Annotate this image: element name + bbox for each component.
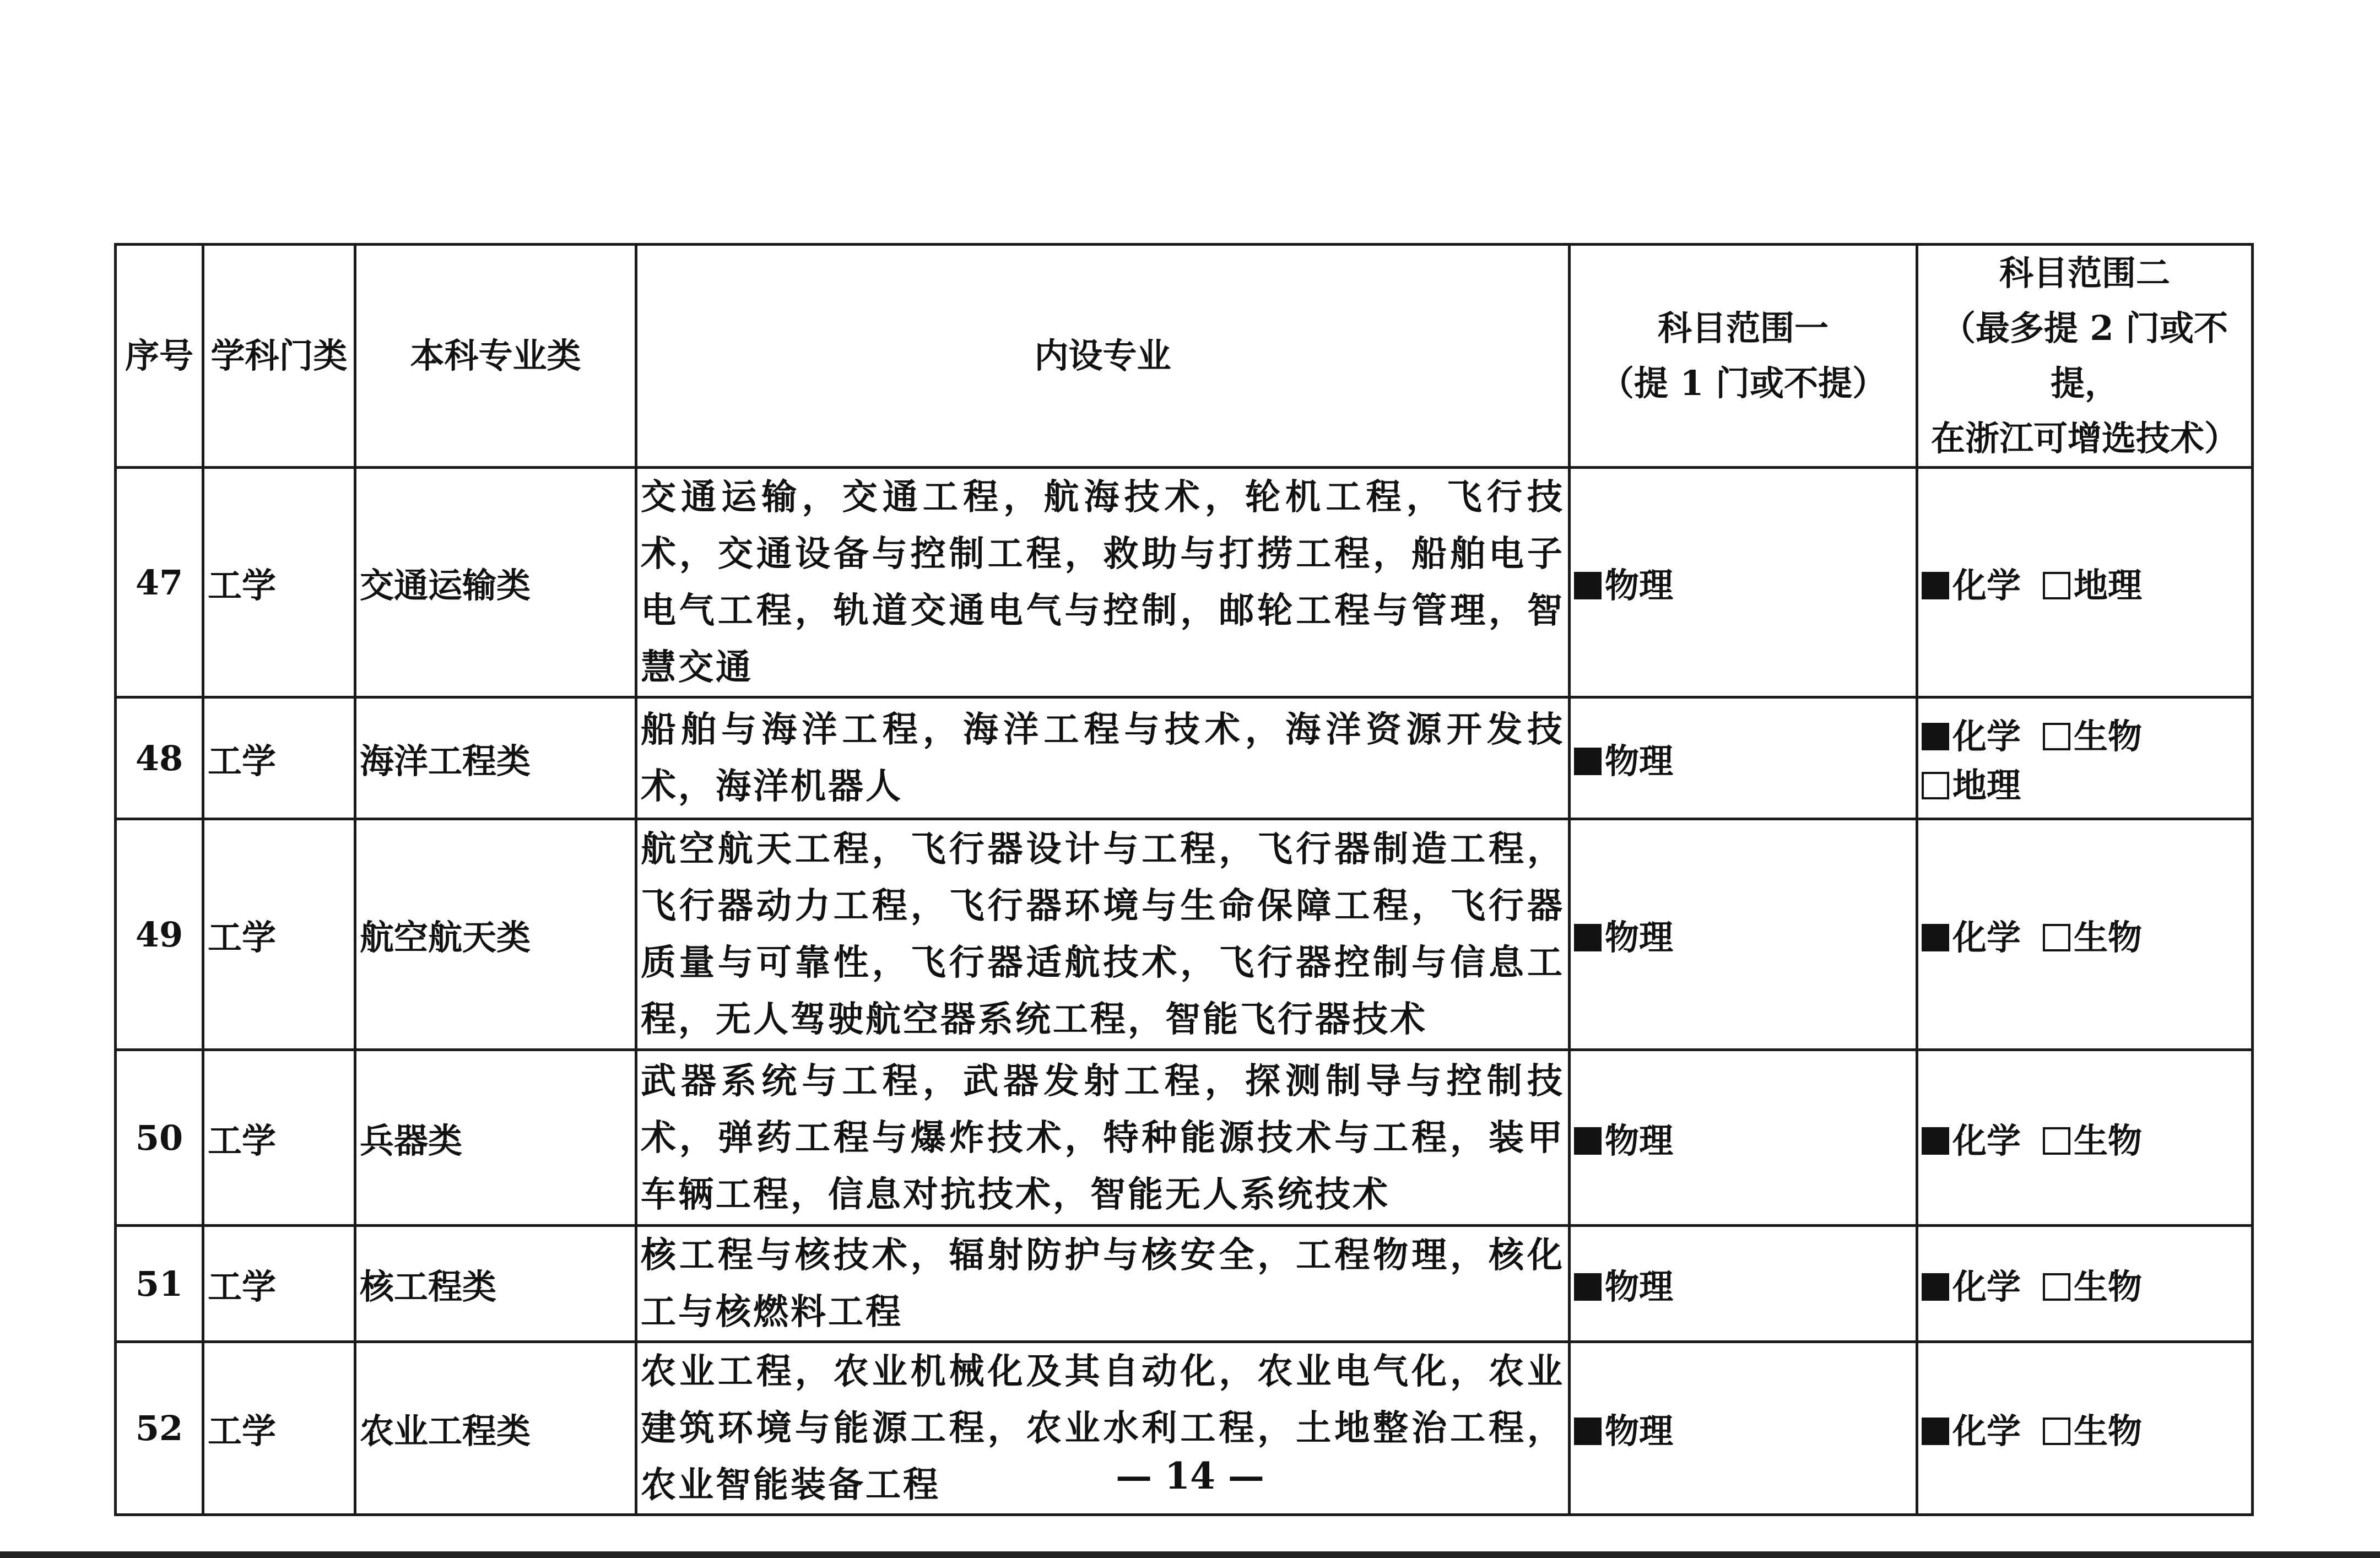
row-number: 51 xyxy=(116,1226,203,1342)
subject-label: 生物 xyxy=(2074,1266,2143,1307)
subject-label: 物理 xyxy=(1605,917,1674,957)
category-cell: 核工程类 xyxy=(355,1226,636,1342)
range2-cell xyxy=(1917,1226,2253,1342)
header-discipline: 学科门类 xyxy=(203,245,355,468)
subject-label: 生物 xyxy=(2074,917,2143,957)
table-row xyxy=(116,468,2253,697)
subject-label: 化学 xyxy=(1952,1266,2021,1307)
checked-box-icon xyxy=(1574,748,1602,775)
subject-label: 化学 xyxy=(1952,716,2021,756)
range1-cell xyxy=(1570,819,1917,1050)
discipline-cell: 工学 xyxy=(203,1342,355,1515)
subject-option xyxy=(1922,917,2021,957)
category-cell: 航空航天类 xyxy=(355,819,636,1050)
header-range1-line2: （提 1 门或不提） xyxy=(1599,363,1887,403)
checked-box-icon xyxy=(1574,1127,1602,1155)
checked-box-icon xyxy=(1574,1273,1602,1301)
table-row xyxy=(116,819,2253,1050)
subject-label: 物理 xyxy=(1605,740,1674,781)
table-row xyxy=(116,697,2253,819)
subject-label: 地理 xyxy=(1952,765,2021,805)
subject-label: 化学 xyxy=(1952,565,2021,605)
subject-option xyxy=(1922,1267,2021,1307)
subject-label: 物理 xyxy=(1605,1266,1674,1307)
range2-cell xyxy=(1917,697,2253,819)
subject-option xyxy=(2043,1121,2142,1161)
discipline-cell: 工学 xyxy=(203,819,355,1050)
category-cell: 海洋工程类 xyxy=(355,697,636,819)
subject-label: 化学 xyxy=(1952,1411,2021,1451)
checked-box-icon xyxy=(1922,924,1949,951)
unchecked-box-icon xyxy=(2043,572,2070,599)
subject-option xyxy=(2043,1411,2142,1451)
subject-option xyxy=(1574,741,1673,781)
table-row xyxy=(116,1226,2253,1342)
header-range2-line2: （最多提 2 门或不提， xyxy=(1941,308,2228,403)
subject-label: 化学 xyxy=(1952,1120,2021,1161)
header-range1 xyxy=(1570,245,1917,468)
unchecked-box-icon xyxy=(2043,723,2070,750)
checked-box-icon xyxy=(1574,1418,1602,1445)
header-majors: 内设专业 xyxy=(636,245,1570,468)
checked-box-icon xyxy=(1922,1127,1949,1155)
subject-option xyxy=(1574,1267,1673,1307)
row-number: 48 xyxy=(116,697,203,819)
subject-option xyxy=(1574,917,1673,957)
subject-option xyxy=(1922,1121,2021,1161)
row-number: 47 xyxy=(116,468,203,697)
scan-edge xyxy=(0,1551,2380,1558)
subject-label: 生物 xyxy=(2074,716,2143,756)
subject-option xyxy=(2043,917,2142,957)
discipline-cell: 工学 xyxy=(203,697,355,819)
unchecked-box-icon xyxy=(2043,1418,2070,1445)
subject-option xyxy=(1574,1121,1673,1161)
header-no: 序号 xyxy=(116,245,203,468)
discipline-cell: 工学 xyxy=(203,1226,355,1342)
header-range2-line3: 在浙江可增选技术） xyxy=(1930,418,2238,458)
checked-box-icon xyxy=(1922,723,1949,750)
range1-cell xyxy=(1570,1050,1917,1226)
header-range1-line1: 科目范围一 xyxy=(1657,308,1829,348)
subject-option xyxy=(2043,565,2142,605)
majors-cell: 交通运输，交通工程，航海技术，轮机工程，飞行技术，交通设备与控制工程，救助与打捞工程，船舶电子电气工程，轨道交通电气与控制，邮轮工程与管理，智慧交通 xyxy=(636,468,1570,697)
subject-option xyxy=(1922,565,2021,605)
subject-label: 物理 xyxy=(1605,1411,1674,1451)
unchecked-box-icon xyxy=(1922,772,1949,799)
subject-option xyxy=(1922,765,2021,805)
category-cell: 农业工程类 xyxy=(355,1342,636,1515)
header-range2 xyxy=(1917,245,2253,468)
majors-cell: 武器系统与工程，武器发射工程，探测制导与控制技术，弹药工程与爆炸技术，特种能源技术与工程，装甲车辆工程，信息对抗技术，智能无人系统技术 xyxy=(636,1050,1570,1226)
discipline-cell: 工学 xyxy=(203,1050,355,1226)
checked-box-icon xyxy=(1922,1418,1949,1445)
majors-cell: 航空航天工程，飞行器设计与工程，飞行器制造工程，飞行器动力工程，飞行器环境与生命保障工程，飞行器质量与可靠性，飞行器适航技术，飞行器控制与信息工程，无人驾驶航空器系统工程，智能飞行器技术 xyxy=(636,819,1570,1050)
header-range2-line1: 科目范围二 xyxy=(1999,253,2170,293)
majors-cell: 船舶与海洋工程，海洋工程与技术，海洋资源开发技术，海洋机器人 xyxy=(636,697,1570,819)
page-number: — 14 — xyxy=(1116,1454,1264,1497)
checked-box-icon xyxy=(1922,572,1949,599)
subject-option xyxy=(1574,1411,1673,1451)
category-cell: 兵器类 xyxy=(355,1050,636,1226)
header-category: 本科专业类 xyxy=(355,245,636,468)
header-row xyxy=(116,245,2253,468)
subject-label: 生物 xyxy=(2074,1120,2143,1161)
unchecked-box-icon xyxy=(2043,924,2070,951)
row-number: 52 xyxy=(116,1342,203,1515)
checked-box-icon xyxy=(1574,572,1602,599)
subject-option xyxy=(1922,716,2021,756)
range1-cell xyxy=(1570,1226,1917,1342)
subject-option xyxy=(2043,1267,2142,1307)
subject-label: 化学 xyxy=(1952,917,2021,957)
range2-cell xyxy=(1917,819,2253,1050)
unchecked-box-icon xyxy=(2043,1127,2070,1155)
subject-option xyxy=(2043,716,2142,756)
range2-cell xyxy=(1917,1050,2253,1226)
checked-box-icon xyxy=(1574,924,1602,951)
subject-label: 物理 xyxy=(1605,1120,1674,1161)
subject-option xyxy=(1922,1411,2021,1451)
row-number: 49 xyxy=(116,819,203,1050)
range2-cell xyxy=(1917,468,2253,697)
subject-label: 地理 xyxy=(2074,565,2143,605)
subject-option xyxy=(1574,565,1673,605)
majors-cell: 农业工程，农业机械化及其自动化，农业电气化，农业建筑环境与能源工程，农业水利工程，土地整治工程，农业智能装备工程 xyxy=(636,1342,1570,1515)
majors-cell: 核工程与核技术，辐射防护与核安全，工程物理，核化工与核燃料工程 xyxy=(636,1226,1570,1342)
range1-cell xyxy=(1570,697,1917,819)
subject-requirements-table xyxy=(114,243,2254,1516)
subject-label: 生物 xyxy=(2074,1411,2143,1451)
checked-box-icon xyxy=(1922,1273,1949,1301)
category-cell: 交通运输类 xyxy=(355,468,636,697)
discipline-cell: 工学 xyxy=(203,468,355,697)
row-number: 50 xyxy=(116,1050,203,1226)
range1-cell xyxy=(1570,468,1917,697)
subject-label: 物理 xyxy=(1605,565,1674,605)
unchecked-box-icon xyxy=(2043,1273,2070,1301)
table-row xyxy=(116,1050,2253,1226)
